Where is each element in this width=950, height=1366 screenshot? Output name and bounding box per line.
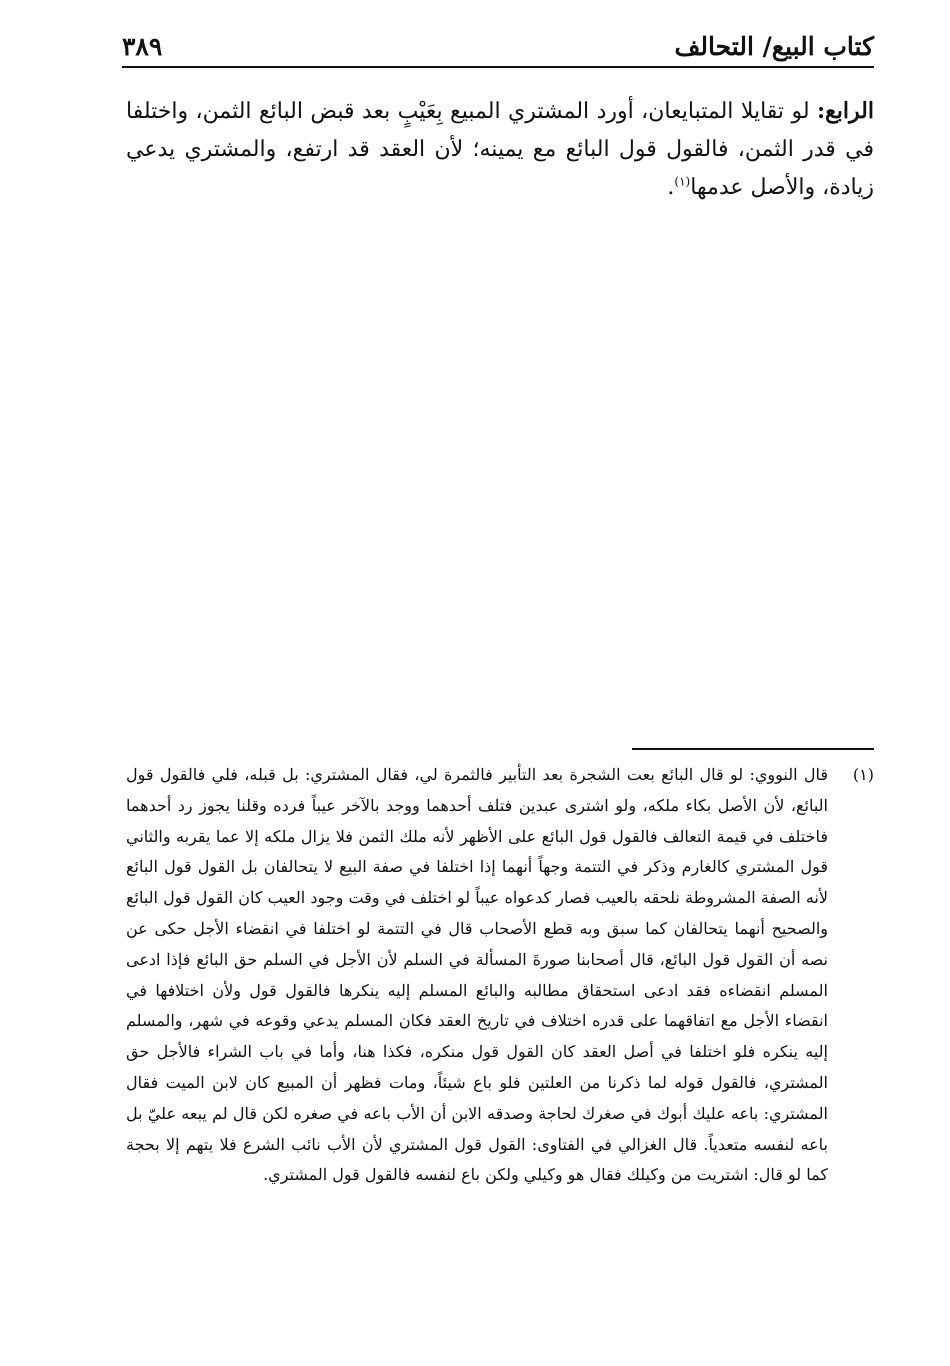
footnote <box>126 760 874 1191</box>
page-number: ٣٨٩ <box>122 32 163 61</box>
footnote-marker: (١) <box>852 765 874 784</box>
paragraph-end: . <box>667 175 675 200</box>
running-title: كتاب البيع/ التحالف <box>674 32 874 61</box>
paragraph-lead-word: الرابع: <box>816 98 874 124</box>
footnote-separator <box>632 748 874 750</box>
paragraph-body: لو تقايلا المتبايعان، أورد المشتري المبيع بِعَيْبٍ بعد قبض البائع الثمن، واختلفا في قدر الثمن، فالقول قول البائع مع يمينه؛ لأن العقد قد ارتفع، والمشتري يدعي زيادة، والأصل عدمها <box>126 99 874 200</box>
footnote-text: قال النووي: لو قال البائع بعت الشجرة بعد التأبير فالثمرة لي، فقال المشتري: بل قبله، فلي فالقول قول البائع، لأن الأصل بكاء ملكه، ولو اشترى عبدين فتلف أحدهما ووجد بالآخر عيباً فرده وقلنا يجوز رد أحدهما فاختلف في قيمة التعالف فالقول قول البائع على الأظهر لأنه ملك الثمن فلا يزال ملكه إلا عما يقربه والثاني قول المشتري كالغارم وذكر في التتمة وجهاً أنهما إذا اختلفا في صفة البيع لا يتحالفان بل القول قول البائع لأنه الصفة المشروطة نلحقه بالعيب فصار كدعواه عيباً لو اختلف في وقت وجود العيب كان القول قول البائع والصحيح أنهما يتحالفان كما سبق وبه قطع الأصحاب قال في التتمة لو اختلفا في انقضاء الأجل حكى عن نصه أن القول قول البائع، قال أصحابنا صورةَ المسألة في السلم لأن الأجل في السلم حق البائع فإذا ادعى المسلم انقضاءه فقد ادعى استحقاق مطالبه والبائع المسلم إليه ينكرها فالقول قول ولأن اختلافها في انقضاء الأجل مع اتفاقهما على قدره اختلاف في تاريخ العقد فكان المسلم يدعي وقوعه في شهر، والمسلم إليه ينكره فلو اختلفا في أصل العقد كان القول قول منكره، فكذا هنا، وأما في باب الشراء فالأجل حق المشتري، فالقول قوله لما ذكرنا من العلتين فلو باع شيئاً، ومات فظهر أن المبيع كان لابن الميت فقال المشتري: باعه عليك أبوك في صغرك لحاجة وصدقه الابن أن الأب باعه في صغره لكن قال لم يبعه عليّ بل باعه لنفسه متعدياً. قال الغزالي في الفتاوى: القول قول المشتري لأن الأب نائب الشرع فلا يتهم إلا بحجة كما لو قال: اشتريت من وكيلك فقال هو وكيلي ولكن باع لنفسه فالقول قول المشتري. <box>126 765 829 1185</box>
footnote-reference: (١) <box>674 174 691 189</box>
main-paragraph <box>126 92 874 207</box>
running-header <box>122 28 874 68</box>
